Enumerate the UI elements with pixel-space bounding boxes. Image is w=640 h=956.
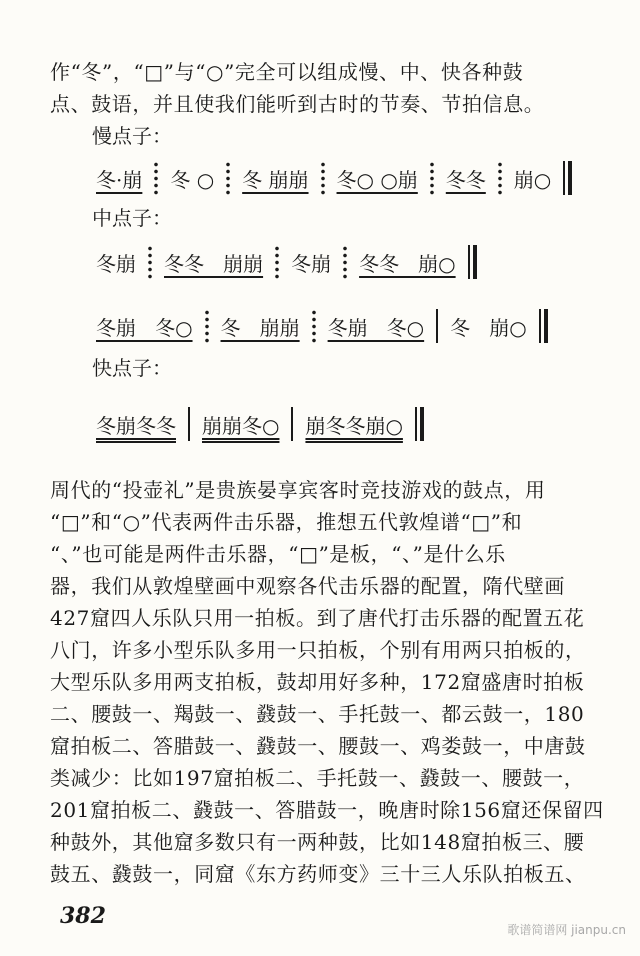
beat-cell: 冬崩 冬○ xyxy=(96,315,193,340)
barline xyxy=(436,309,438,343)
text-line: 201窟拍板二、鼗鼓一、答腊鼓一，晚唐时除156窟还保留四 xyxy=(50,798,604,822)
text-line: “、”也可能是两件击乐器，“□”是板，“、”是什么乐 xyxy=(50,542,506,566)
watermark: 歌谱简谱网 jianpu.cn xyxy=(507,923,626,937)
beat-cell: 冬冬 崩崩 xyxy=(164,251,264,276)
dotted-barline xyxy=(343,245,347,279)
dotted-barline xyxy=(321,161,325,195)
beat-cell: 冬 崩崩 xyxy=(242,167,309,192)
beat-cell: 冬·崩 xyxy=(96,167,143,192)
notation-zhong-1 xyxy=(88,242,477,282)
dotted-barline xyxy=(154,161,158,195)
beat-cell: 冬冬 崩○ xyxy=(359,251,456,276)
text-line: 类减少：比如197窟拍板二、手托鼓一、鼗鼓一、腰鼓一， xyxy=(50,766,585,790)
beat-cell: 冬 崩○ xyxy=(450,315,527,340)
final-barline xyxy=(415,407,424,441)
beat-cell: 冬 崩崩 xyxy=(220,315,300,340)
text-line: 八门，许多小型乐队多用一只拍板，个别有用两只拍板的， xyxy=(50,638,586,662)
barline xyxy=(188,407,190,441)
text-line: 大型乐队多用两支拍板，鼓却用好多种，172窟盛唐时拍板 xyxy=(50,670,585,694)
text-line: 427窟四人乐队只用一拍板。到了唐代打击乐器的配置五花 xyxy=(50,606,585,630)
kuai-dianzi-label: 快点子： xyxy=(92,356,172,380)
dotted-barline xyxy=(498,161,502,195)
beat-cell: 冬 ○ xyxy=(170,167,215,192)
notation-man xyxy=(88,158,572,198)
text-line: 点、鼓语，并且使我们能听到古时的节奏、节拍信息。 xyxy=(50,92,545,116)
beat-cell: 冬崩 冬○ xyxy=(327,315,425,340)
text-line: 器，我们从敦煌壁画中观察各代击乐器的配置，隋代壁画 xyxy=(50,574,565,598)
zhong-dianzi-label: 中点子： xyxy=(92,206,172,230)
text-line: 种鼓外，其他窟多数只有一两种鼓，比如148窟拍板三、腰 xyxy=(50,830,585,854)
beat-cell: 冬○ ○崩 xyxy=(336,167,418,192)
dotted-barline xyxy=(312,309,316,343)
final-barline xyxy=(539,309,548,343)
text-line: 作“冬”，“□”与“○”完全可以组成慢、中、快各种鼓 xyxy=(50,60,524,84)
beat-cell: 崩○ xyxy=(513,167,552,192)
dotted-barline xyxy=(205,309,209,343)
text-line: 周代的“投壶礼”是贵族晏享宾客时竞技游戏的鼓点，用 xyxy=(50,478,546,502)
beat-cell: 冬崩冬冬 xyxy=(96,413,176,438)
beat-cell: 冬冬 xyxy=(445,167,486,192)
dotted-barline xyxy=(430,161,434,195)
dotted-barline xyxy=(226,161,230,195)
text-line: 二、腰鼓一、羯鼓一、鼗鼓一、手托鼓一、都云鼓一，180 xyxy=(50,702,585,726)
text-line: 窟拍板二、答腊鼓一、鼗鼓一、腰鼓一、鸡娄鼓一，中唐鼓 xyxy=(50,734,586,758)
beat-cell: 崩冬冬崩○ xyxy=(305,413,403,438)
text-line: 鼓五、鼗鼓一，同窟《东方药师变》三十三人乐队拍板五、 xyxy=(50,862,586,886)
beat-cell: 崩崩冬○ xyxy=(202,413,280,438)
dotted-barline xyxy=(148,245,152,279)
beat-cell: 冬崩 xyxy=(291,251,332,276)
notation-zhong-2 xyxy=(88,306,548,346)
barline xyxy=(291,407,293,441)
man-dianzi-label: 慢点子： xyxy=(92,124,172,148)
text-line: “□”和“○”代表两件击乐器，推想五代敦煌谱“□”和 xyxy=(50,510,523,534)
final-barline xyxy=(468,245,477,279)
dotted-barline xyxy=(275,245,279,279)
final-barline xyxy=(563,161,572,195)
beat-cell: 冬崩 xyxy=(96,251,136,276)
page-number: 382 xyxy=(60,903,106,929)
notation-kuai xyxy=(88,404,424,444)
